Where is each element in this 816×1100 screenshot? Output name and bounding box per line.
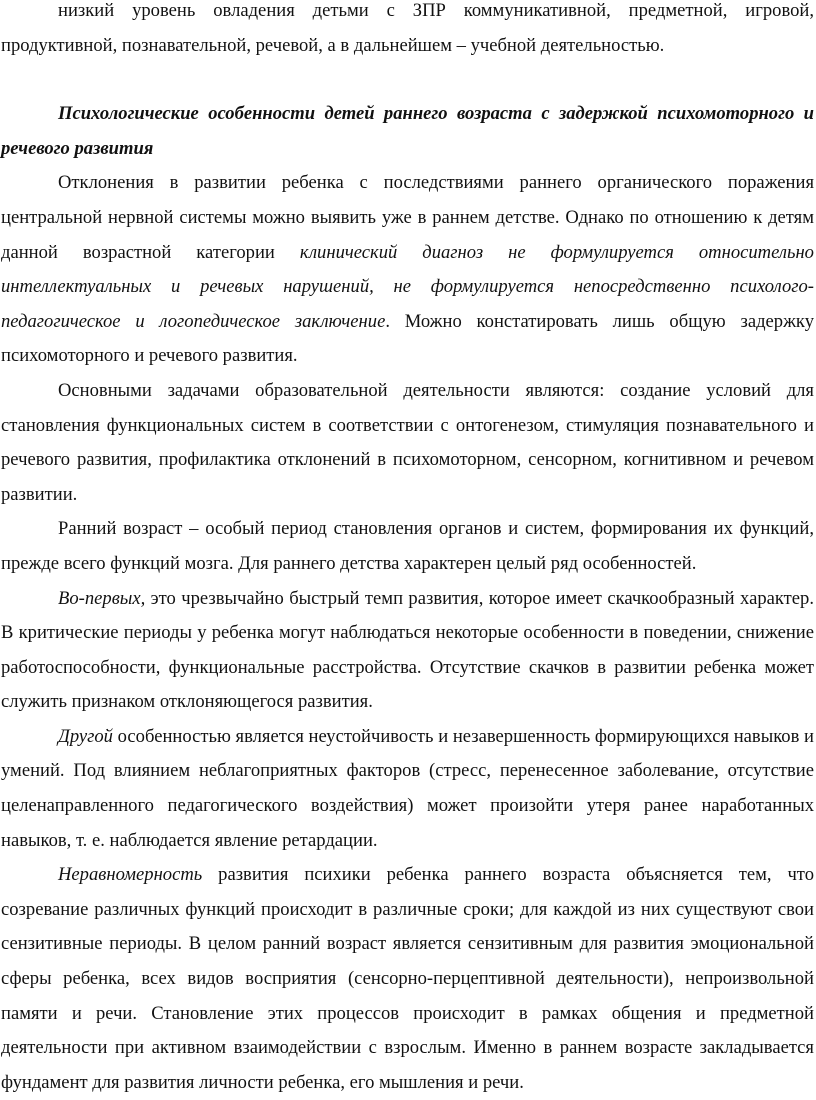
paragraph-text: . Можно констатировать лишь общую задержку психомоторного и речевого развития.: [1, 310, 815, 367]
paragraph-text: это чрезвычайно быстрый темп развития, которое имеет скачкообразный характер. В критические периоды у ребенка могут наблюдаться некоторые особенности в поведении, снижение работоспособности, функциональные расстройства. Отсутствие скачков в развитии ребенка может служить признаком отклоняющегося развития.: [1, 587, 814, 713]
paragraph-text: особенностью является неустойчивость и незавершенность формирующихся навыков и умений. Под влиянием неблагоприятных факторов (стресс, перенесенное заболевание, отсутствие целенаправленного педагогического воздействия) может произойти утеря ранее наработанных навыков, т. е. наблюдается явление ретардации.: [1, 725, 814, 851]
italic-emphasis: клинический диагноз не формулируется относительно интеллектуальных и речевых нарушений, не формулируется непосредственно психолого-педагогическое и логопедическое заключение: [1, 241, 814, 332]
italic-emphasis: Неравномерность: [58, 864, 203, 886]
intro-paragraph: низкий уровень овладения детьми с ЗПР коммуникативной, предметной, игровой, продуктивной, познавательной, речевой, а в дальнейшем – учебной деятельностью.: [1, 0, 814, 56]
section-heading: Психологические особенности детей раннего возраста с задержкой психомоторного и речевого развития: [1, 103, 814, 159]
paragraph-text: развития психики ребенка раннего возраста объясняется тем, что созревание различных функций происходит в различные сроки; для каждой из них существуют свои сензитивные периоды. В целом ранний возраст является сензитивным для развития эмоциональной сферы ребенка, всех видов восприятия (сенсорно-перцептивной деятельности), непроизвольной памяти и речи. Становление этих процессов происходит в рамках общения и предметной деятельности при активном взаимодействии с взрослым. Именно в раннем возрасте закладывается фундамент для развития личности ребенка, его мышления и речи.: [1, 864, 814, 1093]
paragraph-gap: [1, 63, 814, 97]
italic-emphasis: Другой: [58, 725, 113, 747]
paragraph-unevenness: [1, 858, 814, 1100]
paragraph-early-age: Ранний возраст – особый период становления органов и систем, формирования их функций, прежде всего функций мозга. Для раннего детства характерен целый ряд особенностей.: [1, 518, 814, 574]
paragraph-text: Отклонения в развитии ребенка с последствиями раннего органического поражения центральной нервной системы можно выявить уже в раннем детстве. Однако по отношению к детям данной возрастной категории: [1, 172, 814, 263]
paragraph-deviations: [1, 166, 814, 374]
paragraph-tasks: Основными задачами образовательной деятельности являются: создание условий для становления функциональных систем в соответствии с онтогенезом, стимуляция познавательного и речевого развития, профилактика отклонений в психомоторном, сенсорном, когнитивном и речевом развитии.: [1, 379, 814, 505]
paragraph-first-feature: [1, 582, 814, 720]
paragraph-second-feature: [1, 720, 814, 858]
italic-emphasis: Во-первых,: [58, 587, 146, 609]
